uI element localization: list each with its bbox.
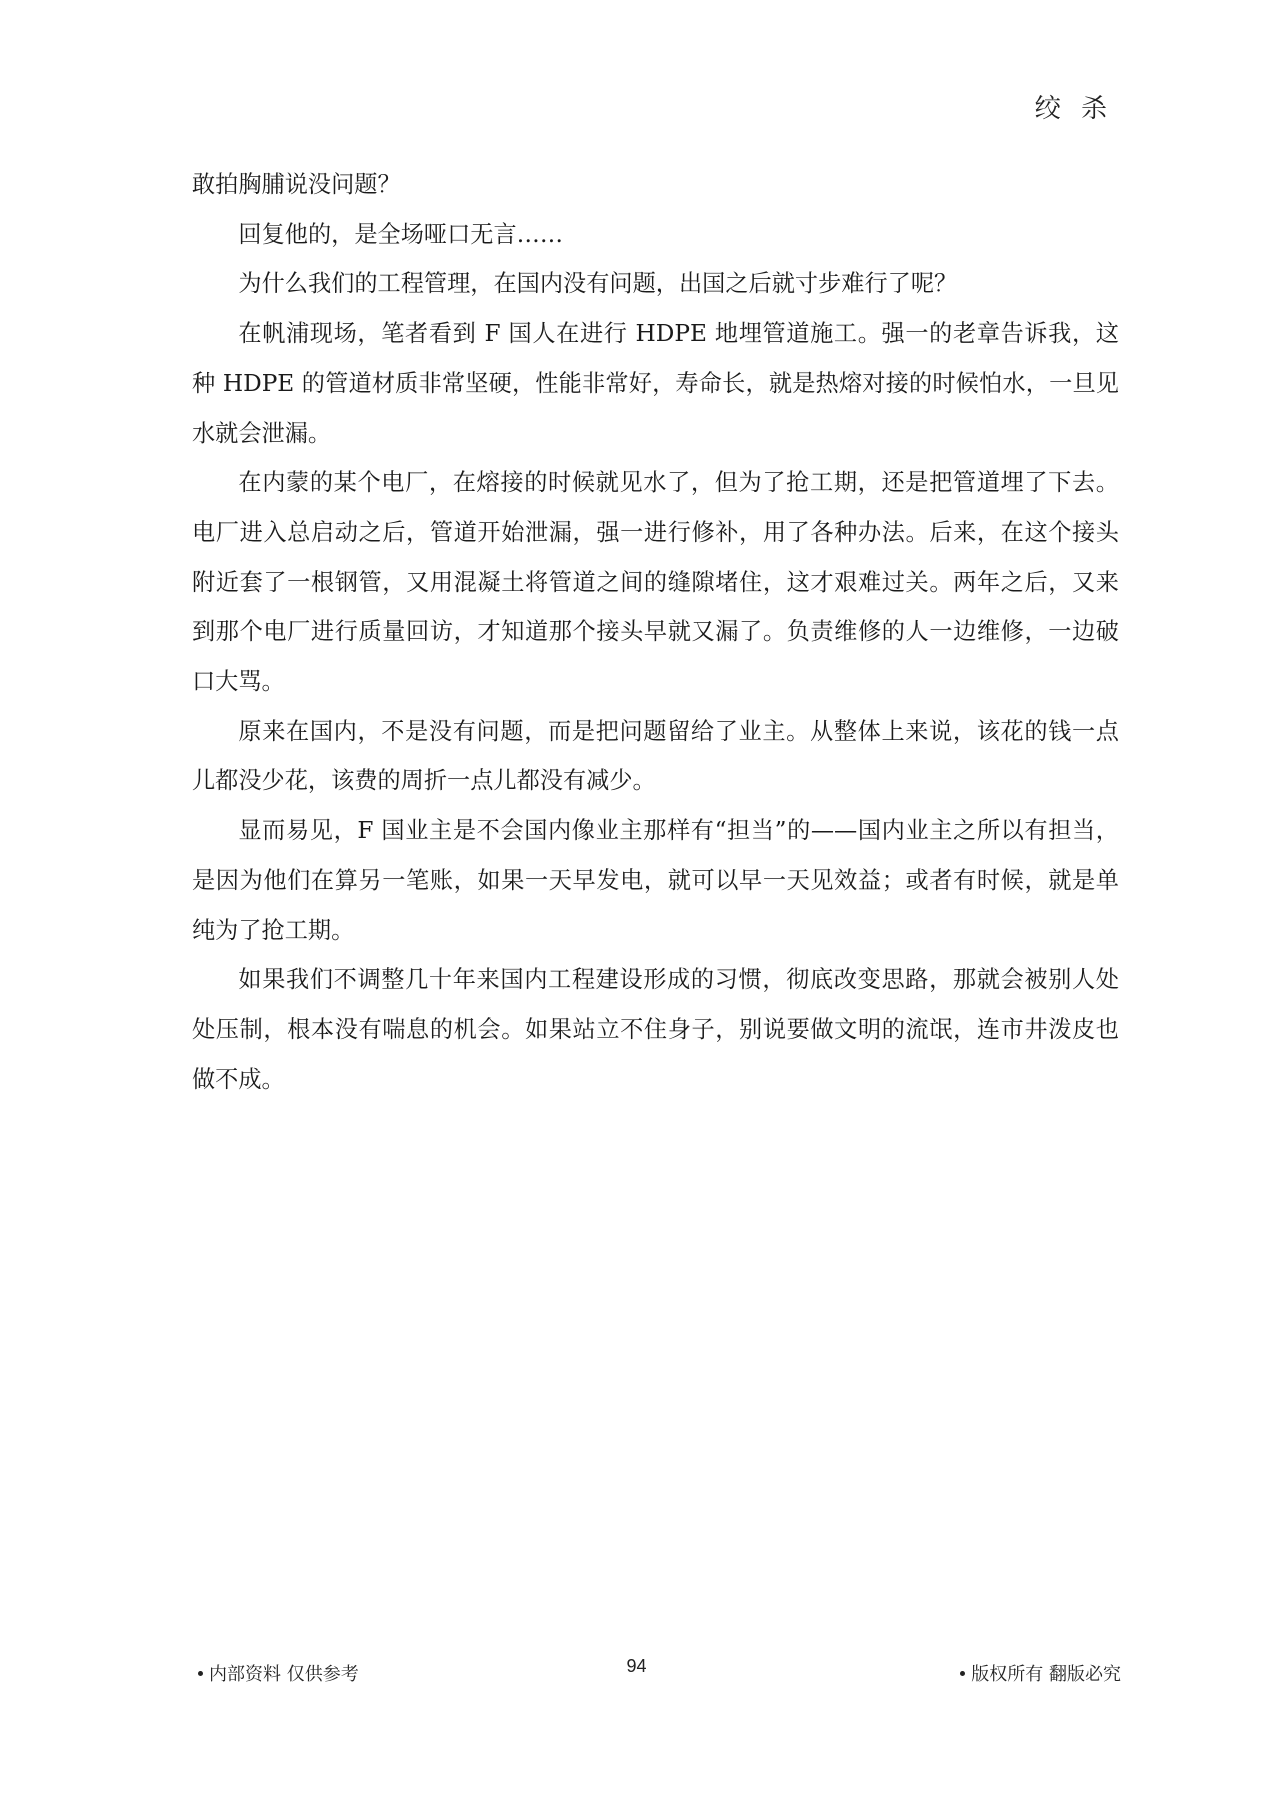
- running-header-title: 绞 杀: [1034, 94, 1113, 124]
- paragraph: 如果我们不调整几十年来国内工程建设形成的习惯，彻底改变思路，那就会被别人处处压制，根本没有喘息的机会。如果站立不住身子，别说要做文明的流氓，连市井泼皮也做不成。: [192, 966, 1119, 1093]
- bullet-icon: [960, 1671, 965, 1676]
- paragraph: 为什么我们的工程管理，在国内没有问题，出国之后就寸步难行了呢？: [238, 270, 958, 298]
- paragraph: 显而易见，F 国业主是不会国内像业主那样有“担当”的——国内业主之所以有担当，是因为他们在算另一笔账，如果一天早发电，就可以早一天见效益；或者有时候，就是单纯为了抢工期。: [192, 817, 1119, 944]
- paragraph: 原来在国内，不是没有问题，而是把问题留给了业主。从整体上来说，该花的钱一点儿都没少花，该费的周折一点儿都没有减少。: [192, 717, 1119, 795]
- footer-left-text: 内部资料 仅供参考: [209, 1664, 359, 1685]
- page-footer: [0, 1656, 1273, 1700]
- body-text: [192, 160, 1119, 1104]
- paragraph: 回复他的，是全场哑口无言……: [238, 220, 564, 248]
- paragraph-continuation: 敢拍胸脯说没问题？: [192, 171, 401, 198]
- footer-right-note: [960, 1660, 1121, 1686]
- paragraph: 在内蒙的某个电厂，在熔接的时候就见水了，但为了抢工期，还是把管道埋了下去。电厂进入总启动之后，管道开始泄漏，强一进行修补，用了各种办法。后来，在这个接头附近套了一根钢管，又用混凝土将管道之间的缝隙堵住，这才艰难过关。两年之后，又来到那个电厂进行质量回访，才知道那个接头早就又漏了。负责维修的人一边维修，一边破口大骂。: [192, 469, 1119, 696]
- footer-right-text: 版权所有 翻版必究: [971, 1664, 1121, 1685]
- page-number: 94: [626, 1656, 647, 1676]
- paragraph: 在帆浦现场，笔者看到 F 国人在进行 HDPE 地埋管道施工。强一的老章告诉我，这种 HDPE 的管道材质非常坚硬，性能非常好，寿命长，就是热熔对接的时候怕水，一旦见水就会泄漏。: [192, 320, 1119, 447]
